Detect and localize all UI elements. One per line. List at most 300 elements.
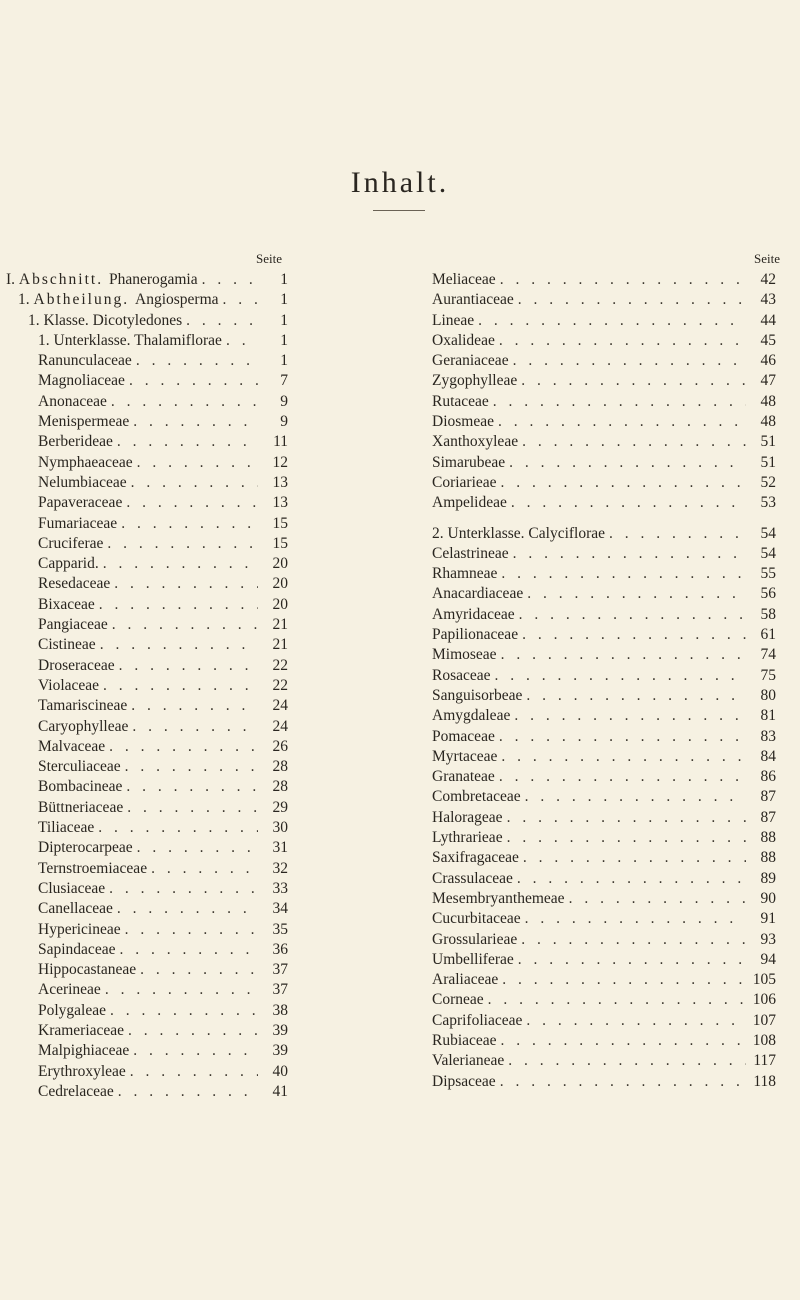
- toc-entry-label: Papaveraceae: [38, 494, 123, 512]
- toc-entry-label: Bixaceae: [38, 595, 95, 613]
- toc-entry: [6, 960, 288, 980]
- toc-entry-label: Papilionaceae: [432, 626, 519, 644]
- leader-dots: [137, 453, 258, 473]
- toc-entry-name: [432, 1031, 497, 1051]
- toc-entry-name: [6, 493, 122, 513]
- toc-entry-name: [432, 473, 497, 493]
- toc-entry-page: 1: [280, 331, 288, 349]
- toc-entry-page: 13: [272, 494, 288, 512]
- toc-entry-name: [432, 686, 522, 706]
- toc-entry-label: Zygophylleae: [432, 372, 518, 390]
- toc-entry-name: [6, 371, 125, 391]
- toc-entry-page: 11: [273, 433, 288, 451]
- toc-entry-page: 20: [272, 575, 288, 593]
- leader-dots: [117, 432, 258, 452]
- toc-entry: [432, 290, 776, 310]
- toc-entry-label: Phanerogamia: [108, 271, 198, 288]
- leader-dots: [137, 838, 258, 858]
- toc-entry-label: Unterklasse. Calyciflorae: [447, 524, 606, 542]
- leader-dots: [136, 351, 258, 371]
- leader-dots: [121, 514, 258, 534]
- leader-dots: [126, 493, 258, 513]
- toc-entry-page: 9: [280, 413, 288, 431]
- toc-entry-name: [6, 940, 115, 960]
- toc-entry-label: Unterklasse. Thalamiflorae: [53, 331, 222, 349]
- leader-dots: [114, 574, 258, 594]
- toc-entry-label: Menispermeae: [38, 413, 130, 431]
- toc-entry: [6, 554, 288, 574]
- toc-entry: [432, 311, 776, 331]
- toc-entry-name: [6, 838, 133, 858]
- toc-entry-label: Cruciferae: [38, 534, 104, 552]
- toc-entry-page: 41: [272, 1082, 288, 1100]
- toc-entry: [432, 767, 776, 787]
- toc-entry: [432, 889, 776, 909]
- toc-entry-name: [432, 970, 498, 990]
- toc-entry-page: 43: [760, 291, 776, 309]
- toc-entry-label: Mimoseae: [432, 646, 497, 664]
- toc-entry-name: [6, 676, 99, 696]
- toc-right-list: [432, 270, 780, 1092]
- leader-dots: [151, 859, 258, 879]
- toc-entry-label: Anonaceae: [38, 392, 107, 410]
- leader-dots: [226, 331, 258, 351]
- toc-entry-page: 53: [760, 494, 776, 512]
- toc-entry-label: Tamariscineae: [38, 697, 128, 715]
- leader-dots: [103, 676, 258, 696]
- toc-entry-label: Nymphaeaceae: [38, 453, 133, 471]
- toc-entry-page: 56: [760, 585, 776, 603]
- toc-entry: [432, 1072, 776, 1092]
- toc-entry-page: 94: [760, 950, 776, 968]
- toc-entry-page: 40: [272, 1062, 288, 1080]
- toc-entry-label: Berberideae: [38, 433, 113, 451]
- toc-entry: [6, 534, 288, 554]
- toc-entry-label: Lineae: [432, 311, 475, 329]
- toc-entry-name: [6, 1001, 106, 1021]
- toc-entry-label: Aurantiaceae: [432, 291, 514, 309]
- leader-dots: [527, 584, 746, 604]
- toc-entry-name: [6, 777, 122, 797]
- toc-entry-label: Droseraceae: [38, 656, 115, 674]
- toc-entry-label: Ranunculaceae: [38, 352, 132, 370]
- toc-entry-page: 108: [752, 1031, 776, 1049]
- toc-entry: [432, 1011, 776, 1031]
- toc-entry: [6, 311, 288, 331]
- toc-entry: [6, 696, 288, 716]
- toc-entry-page: 51: [760, 433, 776, 451]
- toc-entry-label: Malvaceae: [38, 737, 106, 755]
- leader-dots: [517, 869, 746, 889]
- toc-entry-page: 35: [272, 920, 288, 938]
- toc-entry-number: I.: [6, 271, 19, 288]
- toc-entry-name: [6, 1062, 126, 1082]
- leader-dots: [131, 696, 258, 716]
- toc-entry-label: Resedaceae: [38, 575, 111, 593]
- toc-entry: [6, 818, 288, 838]
- toc-entry-name: [432, 889, 565, 909]
- toc-entry: [432, 645, 776, 665]
- toc-entry: [6, 1041, 288, 1061]
- toc-entry: [432, 331, 776, 351]
- toc-entry-page: 31: [272, 839, 288, 857]
- toc-entry-label: Amygdaleae: [432, 707, 511, 725]
- toc-entry-page: 30: [272, 819, 288, 837]
- toc-entry-page: 48: [760, 413, 776, 431]
- toc-entry-label: Caryophylleae: [38, 717, 129, 735]
- toc-right-column: [432, 252, 780, 1092]
- toc-entry-page: 45: [760, 331, 776, 349]
- toc-entry-page: 88: [760, 849, 776, 867]
- toc-entry-label: Cedrelaceae: [38, 1082, 114, 1100]
- toc-entry-page: 21: [272, 616, 288, 634]
- toc-entry-label: Violaceae: [38, 676, 100, 694]
- toc-entry-name: [6, 1082, 114, 1102]
- toc-entry-page: 39: [272, 1021, 288, 1039]
- toc-entry-page: 52: [760, 473, 776, 491]
- leader-dots: [488, 990, 746, 1010]
- toc-entry-label: Klasse. Dicotyledones: [43, 311, 183, 329]
- toc-entry-page: 29: [272, 798, 288, 816]
- toc-entry: [432, 930, 776, 950]
- toc-entry-page: 74: [760, 646, 776, 664]
- toc-entry: [6, 432, 288, 452]
- toc-entry: [432, 909, 776, 929]
- toc-entry: [6, 1021, 288, 1041]
- toc-entry-heading: Abschnitt.: [18, 271, 109, 288]
- toc-entry-label: Umbelliferae: [432, 950, 514, 968]
- leader-dots: [119, 940, 258, 960]
- toc-entry: [6, 879, 288, 899]
- toc-entry-name: [6, 473, 127, 493]
- toc-entry-label: Bombacineae: [38, 778, 123, 796]
- toc-entry-page: 93: [760, 930, 776, 948]
- leader-dots: [501, 564, 746, 584]
- toc-entry: [432, 666, 776, 686]
- toc-entry-page: 83: [760, 727, 776, 745]
- toc-entry: [432, 727, 776, 747]
- toc-entry-name: [6, 331, 222, 351]
- leader-dots: [133, 1041, 258, 1061]
- toc-entry-label: Capparid.: [38, 555, 99, 573]
- toc-entry: [6, 392, 288, 412]
- toc-entry-name: [6, 757, 121, 777]
- toc-entry-label: Coriarieae: [432, 473, 497, 491]
- toc-entry-page: 1: [280, 271, 288, 288]
- toc-entry-name: [432, 432, 518, 452]
- toc-entry-label: Diosmeae: [432, 413, 494, 431]
- toc-entry-page: 117: [753, 1052, 776, 1070]
- page-title: Inhalt.: [350, 166, 450, 199]
- toc-entry: [6, 980, 288, 1000]
- toc-entry-page: 21: [272, 636, 288, 654]
- leader-dots: [499, 727, 746, 747]
- leader-dots: [478, 311, 746, 331]
- toc-entry-name: [432, 869, 513, 889]
- toc-entry-label: Oxalideae: [432, 331, 495, 349]
- toc-entry-name: [6, 412, 129, 432]
- leader-dots: [513, 351, 746, 371]
- toc-entry-page: 32: [272, 859, 288, 877]
- toc-entry-name: [432, 290, 514, 310]
- toc-entry-label: Pangiaceae: [38, 616, 108, 634]
- toc-entry-label: Erythroxyleae: [38, 1062, 126, 1080]
- toc-entry: [6, 270, 288, 290]
- toc-entry-page: 1: [280, 352, 288, 370]
- toc-entry: [6, 574, 288, 594]
- toc-entry-label: Rutaceae: [432, 392, 489, 410]
- leader-dots: [186, 311, 258, 331]
- toc-entry-page: 7: [280, 372, 288, 390]
- leader-dots: [502, 970, 746, 990]
- toc-entry-page: 22: [272, 656, 288, 674]
- toc-entry-name: [6, 818, 94, 838]
- leader-dots: [500, 270, 746, 290]
- toc-entry-label: Angiosperma: [135, 291, 219, 309]
- toc-entry-label: Corneae: [432, 991, 484, 1009]
- leader-dots: [526, 686, 746, 706]
- leader-dots: [499, 767, 746, 787]
- toc-entry-page: 24: [272, 697, 288, 715]
- toc-entry-label: Halorageae: [432, 808, 503, 826]
- toc-entry: [432, 706, 776, 726]
- leader-dots: [525, 787, 746, 807]
- toc-entry-page: 88: [760, 829, 776, 847]
- toc-entry-label: Anacardiaceae: [432, 585, 524, 603]
- toc-entry: [6, 290, 288, 310]
- leader-dots: [513, 544, 746, 564]
- toc-entry-label: Sapindaceae: [38, 940, 116, 958]
- leader-dots: [501, 645, 746, 665]
- toc-entry-label: Araliaceae: [432, 971, 499, 989]
- leader-dots: [99, 595, 258, 615]
- toc-entry-name: [6, 1021, 124, 1041]
- leader-dots: [100, 635, 258, 655]
- toc-entry-name: [6, 290, 219, 310]
- toc-entry-page: 58: [760, 605, 776, 623]
- toc-entry: [432, 625, 776, 645]
- toc-entry-name: [432, 787, 521, 807]
- toc-entry-label: Rhamneae: [432, 565, 498, 583]
- toc-entry-name: [6, 270, 198, 290]
- toc-entry-page: 61: [760, 626, 776, 644]
- toc-entry: [432, 432, 776, 452]
- toc-entry-name: [432, 930, 517, 950]
- toc-entry-name: [6, 595, 95, 615]
- toc-entry-name: [6, 574, 110, 594]
- toc-entry: [6, 899, 288, 919]
- toc-entry-page: 9: [280, 392, 288, 410]
- leader-dots: [111, 392, 258, 412]
- toc-entry-name: [6, 514, 117, 534]
- leader-dots: [119, 656, 258, 676]
- toc-entry-name: [432, 625, 518, 645]
- leader-dots: [523, 848, 746, 868]
- toc-entry-page: 28: [272, 778, 288, 796]
- toc-entry-name: [6, 615, 108, 635]
- toc-entry-heading: Abtheilung.: [33, 291, 135, 309]
- toc-entry-page: 34: [272, 900, 288, 918]
- leader-dots: [129, 371, 258, 391]
- toc-entry-name: [6, 859, 147, 879]
- leader-dots: [131, 473, 258, 493]
- toc-entry-page: 87: [760, 808, 776, 826]
- toc-entry-label: Meliaceae: [432, 271, 496, 288]
- toc-entry: [432, 564, 776, 584]
- toc-entry-page: 75: [760, 666, 776, 684]
- toc-entry: [432, 1031, 776, 1051]
- toc-entry-label: Tiliaceae: [38, 819, 95, 837]
- toc-entry: [6, 920, 288, 940]
- leader-dots: [518, 290, 746, 310]
- seite-label-right: Seite: [754, 251, 780, 266]
- leader-dots: [511, 493, 746, 513]
- toc-entry-page: 105: [752, 971, 776, 989]
- toc-entry-label: Simarubeae: [432, 453, 506, 471]
- toc-entry-name: [432, 311, 474, 331]
- toc-entry-label: Cucurbitaceae: [432, 910, 521, 928]
- toc-entry-number: 2.: [432, 524, 448, 542]
- toc-entry-page: 15: [272, 534, 288, 552]
- toc-entry: [432, 473, 776, 493]
- toc-entry: [6, 1062, 288, 1082]
- toc-entry: [432, 990, 776, 1010]
- leader-dots: [130, 1062, 258, 1082]
- toc-entry: [6, 717, 288, 737]
- toc-entry: [6, 777, 288, 797]
- leader-dots: [518, 950, 746, 970]
- toc-entry-name: [432, 605, 515, 625]
- toc-entry-page: 86: [760, 768, 776, 786]
- toc-entry-label: Fumariaceae: [38, 514, 118, 532]
- toc-entry-page: 107: [752, 1011, 776, 1029]
- toc-entry-label: Celastrineae: [432, 544, 509, 562]
- toc-entry-page: 15: [272, 514, 288, 532]
- toc-entry-name: [432, 351, 509, 371]
- toc-entry: [432, 828, 776, 848]
- leader-dots: [140, 960, 258, 980]
- toc-entry: [432, 493, 776, 513]
- toc-entry-page: 87: [760, 788, 776, 806]
- leader-dots: [493, 392, 746, 412]
- toc-entry-page: 89: [760, 869, 776, 887]
- toc-entry: [432, 950, 776, 970]
- toc-entry-name: [432, 706, 510, 726]
- toc-entry-page: 51: [760, 453, 776, 471]
- toc-entry: [432, 584, 776, 604]
- toc-entry-name: [6, 960, 136, 980]
- toc-entry-label: Nelumbiaceae: [38, 473, 127, 491]
- leader-dots: [522, 625, 746, 645]
- toc-entry-name: [432, 544, 509, 564]
- toc-entry: [6, 453, 288, 473]
- toc-entry-number: 1.: [38, 331, 54, 349]
- toc-entry-label: Valerianeae: [432, 1052, 505, 1070]
- toc-entry-page: 106: [752, 991, 776, 1009]
- toc-entry-label: Saxifragaceae: [432, 849, 519, 867]
- leader-dots: [126, 777, 258, 797]
- leader-dots: [117, 899, 258, 919]
- toc-entry-page: 81: [760, 707, 776, 725]
- toc-entry-label: Hypericineae: [38, 920, 121, 938]
- toc-entry-number: 1.: [18, 291, 34, 309]
- toc-entry-label: Dipterocarpeae: [38, 839, 133, 857]
- leader-dots: [125, 920, 258, 940]
- toc-entry-name: [6, 920, 121, 940]
- toc-entry: [432, 544, 776, 564]
- leader-dots: [109, 737, 258, 757]
- toc-entry-page: 48: [760, 392, 776, 410]
- toc-entry-label: Sterculiaceae: [38, 758, 121, 776]
- toc-entry-name: [432, 371, 517, 391]
- toc-entry: [6, 838, 288, 858]
- leader-dots: [508, 1051, 746, 1071]
- leader-dots: [569, 889, 746, 909]
- toc-entry-label: Krameriaceae: [38, 1021, 125, 1039]
- leader-dots: [98, 818, 258, 838]
- toc-entry-label: Caprifoliaceae: [432, 1011, 523, 1029]
- section-gap: [432, 514, 780, 524]
- leader-dots: [609, 524, 746, 544]
- toc-entry: [6, 757, 288, 777]
- toc-entry-name: [6, 311, 182, 331]
- toc-entry-name: [432, 990, 484, 1010]
- toc-entry-name: [6, 980, 101, 1000]
- leader-dots: [132, 717, 258, 737]
- toc-entry-label: Pomaceae: [432, 727, 495, 745]
- leader-dots: [223, 290, 258, 310]
- title-rule: [373, 210, 425, 211]
- toc-entry-name: [432, 848, 519, 868]
- toc-entry: [432, 808, 776, 828]
- toc-entry-page: 22: [272, 676, 288, 694]
- toc-entry: [432, 371, 776, 391]
- toc-entry-page: 44: [760, 311, 776, 329]
- leader-dots: [507, 828, 746, 848]
- toc-entry-name: [6, 392, 107, 412]
- toc-entry-name: [432, 412, 494, 432]
- toc-entry-page: 26: [272, 737, 288, 755]
- leader-dots: [499, 331, 746, 351]
- toc-entry-name: [6, 879, 105, 899]
- toc-entry: [6, 737, 288, 757]
- leader-dots: [509, 453, 746, 473]
- leader-dots: [125, 757, 258, 777]
- toc-entry-name: [432, 727, 495, 747]
- toc-entry-name: [432, 524, 605, 544]
- leader-dots: [107, 534, 258, 554]
- leader-dots: [522, 432, 746, 452]
- toc-entry-name: [6, 453, 133, 473]
- toc-entry-name: [432, 767, 495, 787]
- toc-entry-page: 24: [272, 717, 288, 735]
- toc-entry-page: 28: [272, 758, 288, 776]
- toc-entry-name: [432, 270, 496, 290]
- toc-entry-name: [6, 656, 115, 676]
- toc-entry-page: 54: [760, 544, 776, 562]
- toc-entry-name: [432, 392, 489, 412]
- toc-entry-page: 33: [272, 879, 288, 897]
- toc-entry-label: Amyridaceae: [432, 605, 515, 623]
- toc-entry: [6, 595, 288, 615]
- toc-entry-name: [6, 798, 123, 818]
- toc-entry: [432, 392, 776, 412]
- toc-entry-label: Grossularieae: [432, 930, 518, 948]
- toc-entry: [6, 798, 288, 818]
- toc-entry-label: Ternstroemiaceae: [38, 859, 148, 877]
- toc-entry-label: Polygaleae: [38, 1001, 107, 1019]
- toc-entry: [6, 493, 288, 513]
